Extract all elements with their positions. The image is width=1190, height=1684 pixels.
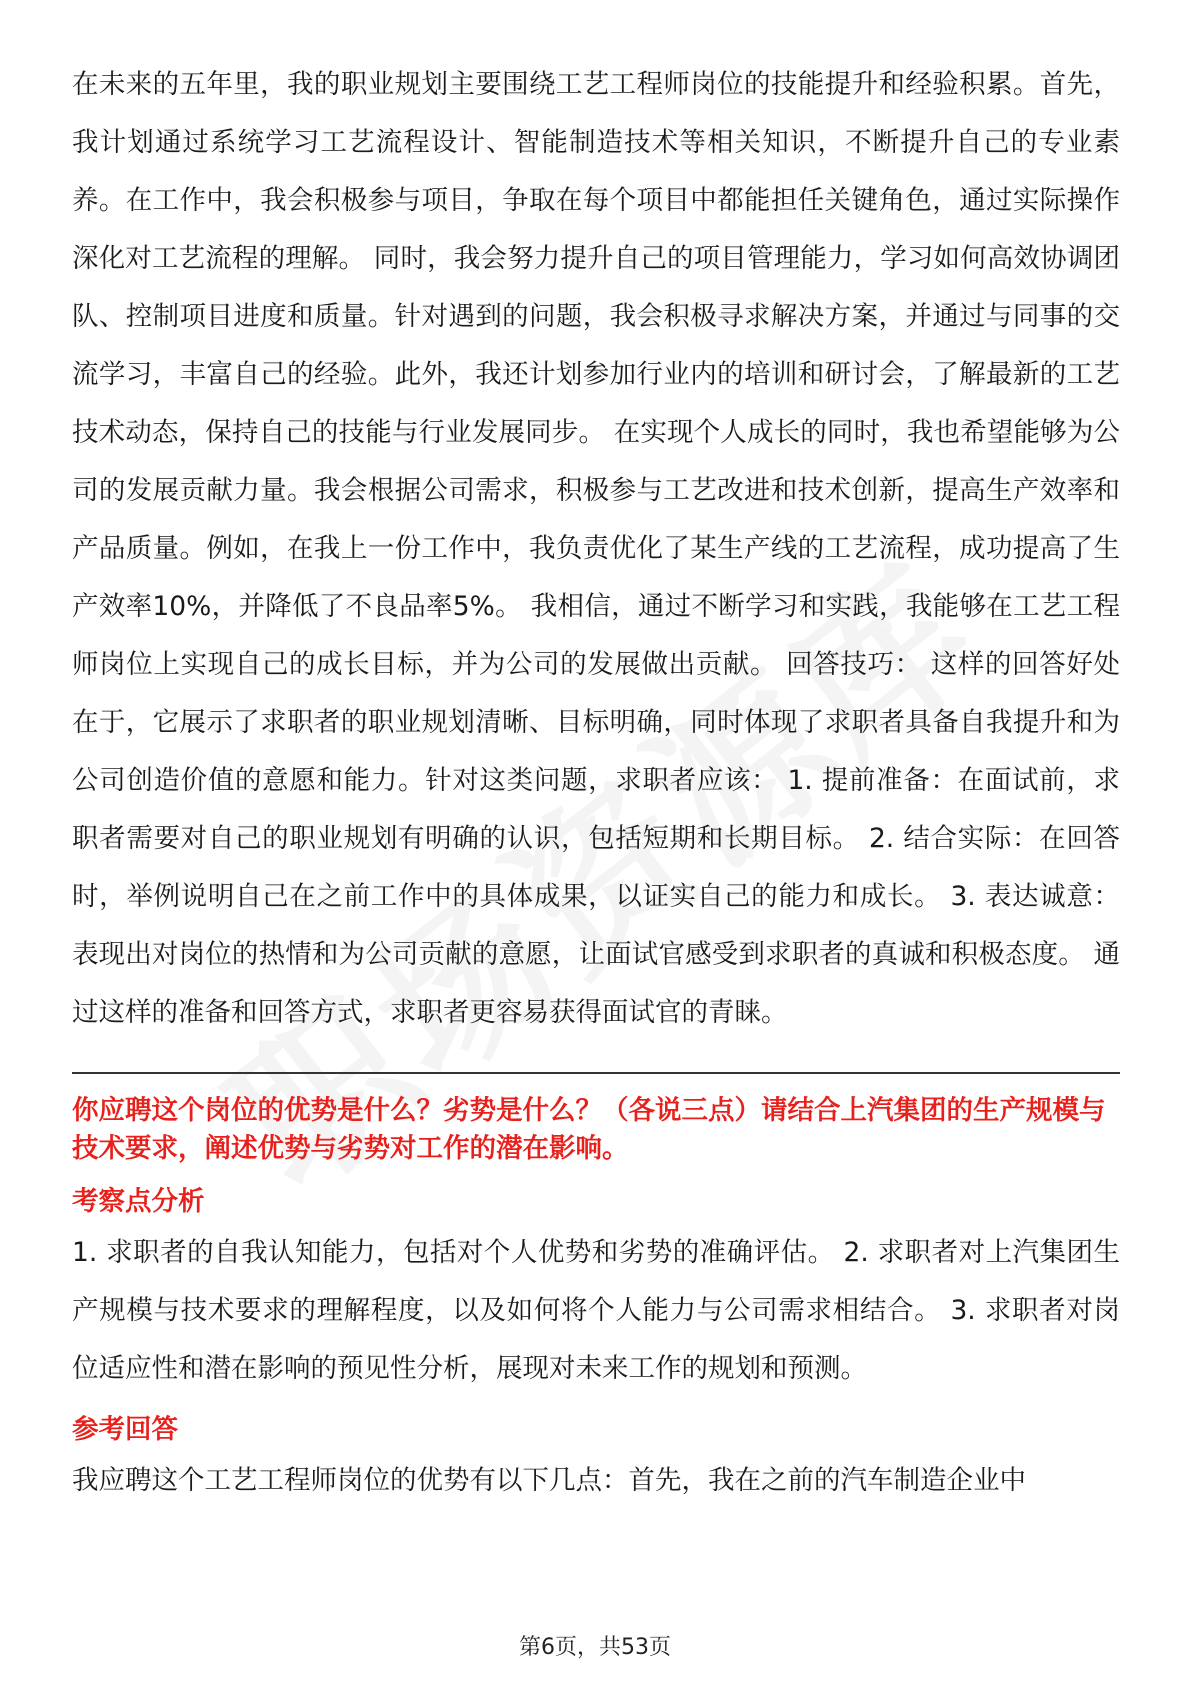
interview-question: 你应聘这个岗位的优势是什么？劣势是什么？（各说三点）请结合上汽集团的生产规模与技术要求，阐述优势与劣势对工作的潜在影响。	[72, 1095, 1106, 1164]
answer-continuation-paragraph: 在未来的五年里，我的职业规划主要围绕工艺工程师岗位的技能提升和经验积累。首先，我计划通过系统学习工艺流程设计、智能制造技术等相关知识，不断提升自己的专业素养。在工作中，我会积极参与项目，争取在每个项目中都能担任关键角色，通过实际操作深化对工艺流程的理解。 同时，我会努力提升自己的项目管理能力，学习如何高效协调团队、控制项目进度和质量。针对遇到的问题，我会积极寻求解决方案，并通过与同事的交流学习，丰富自己的经验。此外，我还计划参加行业内的培训和研讨会，了解最新的工艺技术动态，保持自己的技能与行业发展同步。 在实现个人成长的同时，我也希望能够为公司的发展贡献力量。我会根据公司需求，积极参与工艺改进和技术创新，提高生产效率和产品质量。例如，在我上一份工作中，我负责优化了某生产线的工艺流程，成功提高了生产效率10%，并降低了不良品率5%。 我相信，通过不断学习和实践，我能够在工艺工程师岗位上实现自己的成长目标，并为公司的发展做出贡献。 回答技巧： 这样的回答好处在于，它展示了求职者的职业规划清晰、目标明确，同时体现了求职者具备自我提升和为公司创造价值的意愿和能力。针对这类问题，求职者应该： 1. 提前准备：在面试前，求职者需要对自己的职业规划有明确的认识，包括短期和长期目标。 2. 结合实际：在回答时，举例说明自己在之前工作中的具体成果，以证实自己的能力和成长。 3. 表达诚意：表现出对岗位的热情和为公司贡献的意愿，让面试官感受到求职者的真诚和积极态度。 通过这样的准备和回答方式，求职者更容易获得面试官的青睐。	[72, 69, 1120, 1028]
reference-answer-paragraph: 我应聘这个工艺工程师岗位的优势有以下几点：首先，我在之前的汽车制造企业中	[72, 1465, 1026, 1496]
analysis-paragraph: 1. 求职者的自我认知能力，包括对个人优势和劣势的准确评估。 2. 求职者对上汽集团生产规模与技术要求的理解程度，以及如何将个人能力与公司需求相结合。 3. 求职者对岗位适应性和潜在影响的预见性分析，展现对未来工作的规划和预测。	[72, 1237, 1120, 1384]
section-divider	[72, 1072, 1120, 1074]
analysis-heading: 考察点分析	[72, 1186, 205, 1217]
page-content	[72, 56, 1120, 1510]
reference-answer-heading: 参考回答	[72, 1414, 178, 1445]
page-number-footer: 第6页，共53页	[519, 1635, 671, 1660]
